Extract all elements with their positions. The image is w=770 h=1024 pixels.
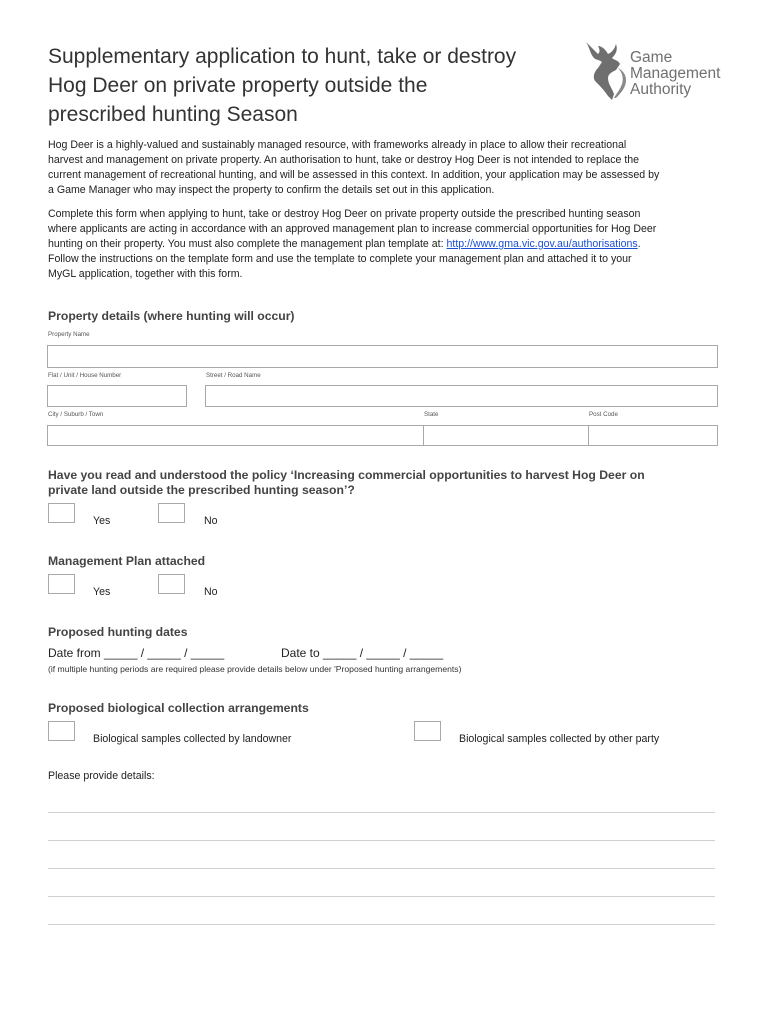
policy-no-checkbox[interactable]: [158, 503, 185, 523]
logo-line: Management: [630, 65, 721, 82]
instructions-line: Complete this form when applying to hunt, take or destroy Hog Deer on private property outside the prescribed hunting season: [48, 208, 641, 220]
dates-heading: Proposed hunting dates: [48, 625, 188, 639]
details-line[interactable]: [48, 868, 715, 869]
date-from-field[interactable]: Date from _____ / _____ / _____: [48, 646, 225, 660]
page-title: [48, 42, 578, 129]
gma-logo: [578, 38, 738, 106]
title-line: prescribed hunting Season: [48, 103, 298, 126]
policy-question: [48, 468, 645, 498]
dates-note: (if multiple hunting periods are required please provide details below under 'Proposed hunting arrangements): [48, 664, 462, 674]
instructions-paragraph: [48, 207, 728, 282]
intro-paragraph: [48, 138, 728, 198]
flat-label: Flat / Unit / House Number: [48, 372, 122, 379]
deer-head-icon: [578, 38, 630, 104]
state-label: State: [424, 411, 439, 418]
city-label: City / Suburb / Town: [48, 411, 104, 418]
logo-line: Authority: [630, 81, 692, 98]
details-line[interactable]: [48, 812, 715, 813]
intro-line: current management of recreational hunting, and will be assessed in this context. In addition, your application may be assessed by: [48, 169, 660, 181]
postcode-label: Post Code: [589, 411, 618, 418]
details-line[interactable]: [48, 840, 715, 841]
state-field[interactable]: [423, 425, 589, 446]
intro-line: Hog Deer is a highly-valued and sustainably managed resource, with frameworks already in place to allow their recreational: [48, 139, 627, 151]
bio-landowner-label: Biological samples collected by landowner: [93, 733, 292, 745]
policy-yes-label: Yes: [93, 515, 111, 527]
plan-heading: Management Plan attached: [48, 554, 206, 568]
intro-line: a Game Manager who may inspect the property to confirm the details set out in this application.: [48, 184, 495, 196]
policy-no-label: No: [204, 515, 218, 527]
details-line[interactable]: [48, 924, 715, 925]
logo-line: Game: [630, 49, 673, 66]
policy-yes-checkbox[interactable]: [48, 503, 75, 523]
date-to-field[interactable]: Date to _____ / _____ / _____: [281, 646, 444, 660]
postcode-field[interactable]: [588, 425, 718, 446]
plan-yes-checkbox[interactable]: [48, 574, 75, 594]
details-label: Please provide details:: [48, 770, 155, 782]
title-line: Hog Deer on private property outside the: [48, 74, 428, 97]
authorisations-link[interactable]: http://www.gma.vic.gov.au/authorisations: [446, 238, 638, 250]
plan-yes-label: Yes: [93, 586, 111, 598]
street-name-field[interactable]: [205, 385, 718, 407]
instructions-line: where applicants are acting in accordance with an approved management plan to increase commercial opportunities for Hog Deer: [48, 223, 657, 235]
property-heading: Property details (where hunting will occur): [48, 309, 295, 323]
flat-number-field[interactable]: [47, 385, 187, 407]
policy-question-line: Have you read and understood the policy ‘Increasing commercial opportunities to harvest Hog Deer on: [48, 468, 645, 482]
details-line[interactable]: [48, 896, 715, 897]
bio-heading: Proposed biological collection arrangements: [48, 701, 309, 715]
plan-no-label: No: [204, 586, 218, 598]
property-name-label: Property Name: [48, 331, 90, 338]
city-field[interactable]: [47, 425, 424, 446]
instructions-text: .: [637, 238, 641, 250]
bio-other-party-checkbox[interactable]: [414, 721, 441, 741]
logo-text: [630, 50, 720, 98]
instructions-line: MyGL application, together with this form.: [48, 268, 243, 280]
bio-other-party-label: Biological samples collected by other party: [459, 733, 660, 745]
intro-line: harvest and management on private property. An authorisation to hunt, take or destroy Hog Deer is not intended to replace the: [48, 154, 640, 166]
policy-question-line: private land outside the prescribed hunting season’?: [48, 483, 355, 497]
property-name-field[interactable]: [47, 345, 718, 368]
instructions-text: hunting on their property. You must also complete the management plan template at:: [48, 238, 447, 250]
street-label: Street / Road Name: [206, 372, 261, 379]
plan-no-checkbox[interactable]: [158, 574, 185, 594]
instructions-line: Follow the instructions on the template form and use the template to complete your management plan and attached it to your: [48, 253, 632, 265]
title-line: Supplementary application to hunt, take or destroy: [48, 45, 517, 68]
instructions-line: [48, 237, 728, 252]
bio-landowner-checkbox[interactable]: [48, 721, 75, 741]
